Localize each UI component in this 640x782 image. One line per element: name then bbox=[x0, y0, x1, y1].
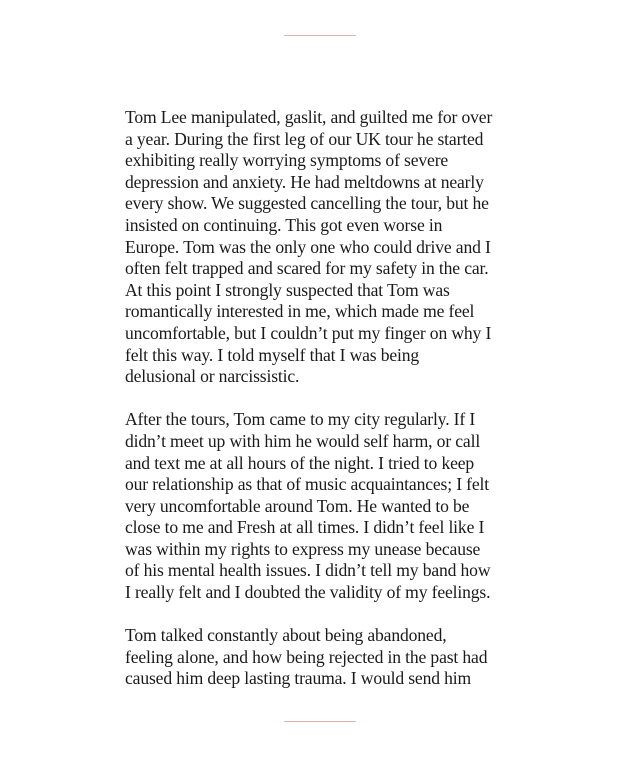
paragraph-2 bbox=[125, 409, 525, 603]
text-line: delusional or narcissistic. bbox=[125, 366, 300, 387]
text-line: After the tours, Tom came to my city regularly. If I bbox=[125, 409, 476, 430]
text-line: feeling alone, and how being rejected in the past had bbox=[125, 646, 488, 667]
text-line: felt this way. I told myself that I was being bbox=[125, 344, 420, 365]
paragraph-1 bbox=[125, 107, 525, 388]
text-line: Tom talked constantly about being abandoned, bbox=[125, 625, 447, 646]
text-line: of his mental health issues. I didn’t tell my band how bbox=[125, 560, 491, 581]
text-line: caused him deep lasting trauma. I would send him bbox=[125, 668, 472, 689]
text-line: a year. During the first leg of our UK tour he started bbox=[125, 128, 484, 149]
text-line: At this point I strongly suspected that Tom was bbox=[125, 279, 450, 300]
bottom-divider bbox=[284, 721, 356, 722]
text-line: our relationship as that of music acquaintances; I felt bbox=[125, 474, 490, 495]
text-line: insisted on continuing. This got even worse in bbox=[125, 214, 443, 235]
top-divider bbox=[284, 35, 356, 36]
text-line: very uncomfortable around Tom. He wanted to be bbox=[125, 495, 470, 516]
text-line: was within my rights to express my unease because bbox=[125, 538, 481, 559]
text-line: often felt trapped and scared for my safety in the car. bbox=[125, 258, 489, 279]
text-line: depression and anxiety. He had meltdowns at nearly bbox=[125, 171, 484, 192]
text-line: didn’t meet up with him he would self harm, or call bbox=[125, 430, 481, 451]
text-line: Europe. Tom was the only one who could drive and I bbox=[125, 236, 491, 257]
text-line: I really felt and I doubted the validity of my feelings. bbox=[125, 582, 491, 603]
document-body bbox=[125, 107, 525, 690]
text-line: Tom Lee manipulated, gaslit, and guilted me for over bbox=[125, 107, 493, 127]
text-line: uncomfortable, but I couldn’t put my finger on why I bbox=[125, 322, 492, 343]
text-line: close to me and Fresh at all times. I didn’t feel like I bbox=[125, 517, 485, 538]
text-line: and text me at all hours of the night. I tried to keep bbox=[125, 452, 475, 473]
text-line: exhibiting really worrying symptoms of severe bbox=[125, 150, 449, 171]
text-line: every show. We suggested cancelling the tour, but he bbox=[125, 193, 489, 214]
paragraph-3 bbox=[125, 625, 525, 690]
text-line: romantically interested in me, which made me feel bbox=[125, 301, 475, 322]
